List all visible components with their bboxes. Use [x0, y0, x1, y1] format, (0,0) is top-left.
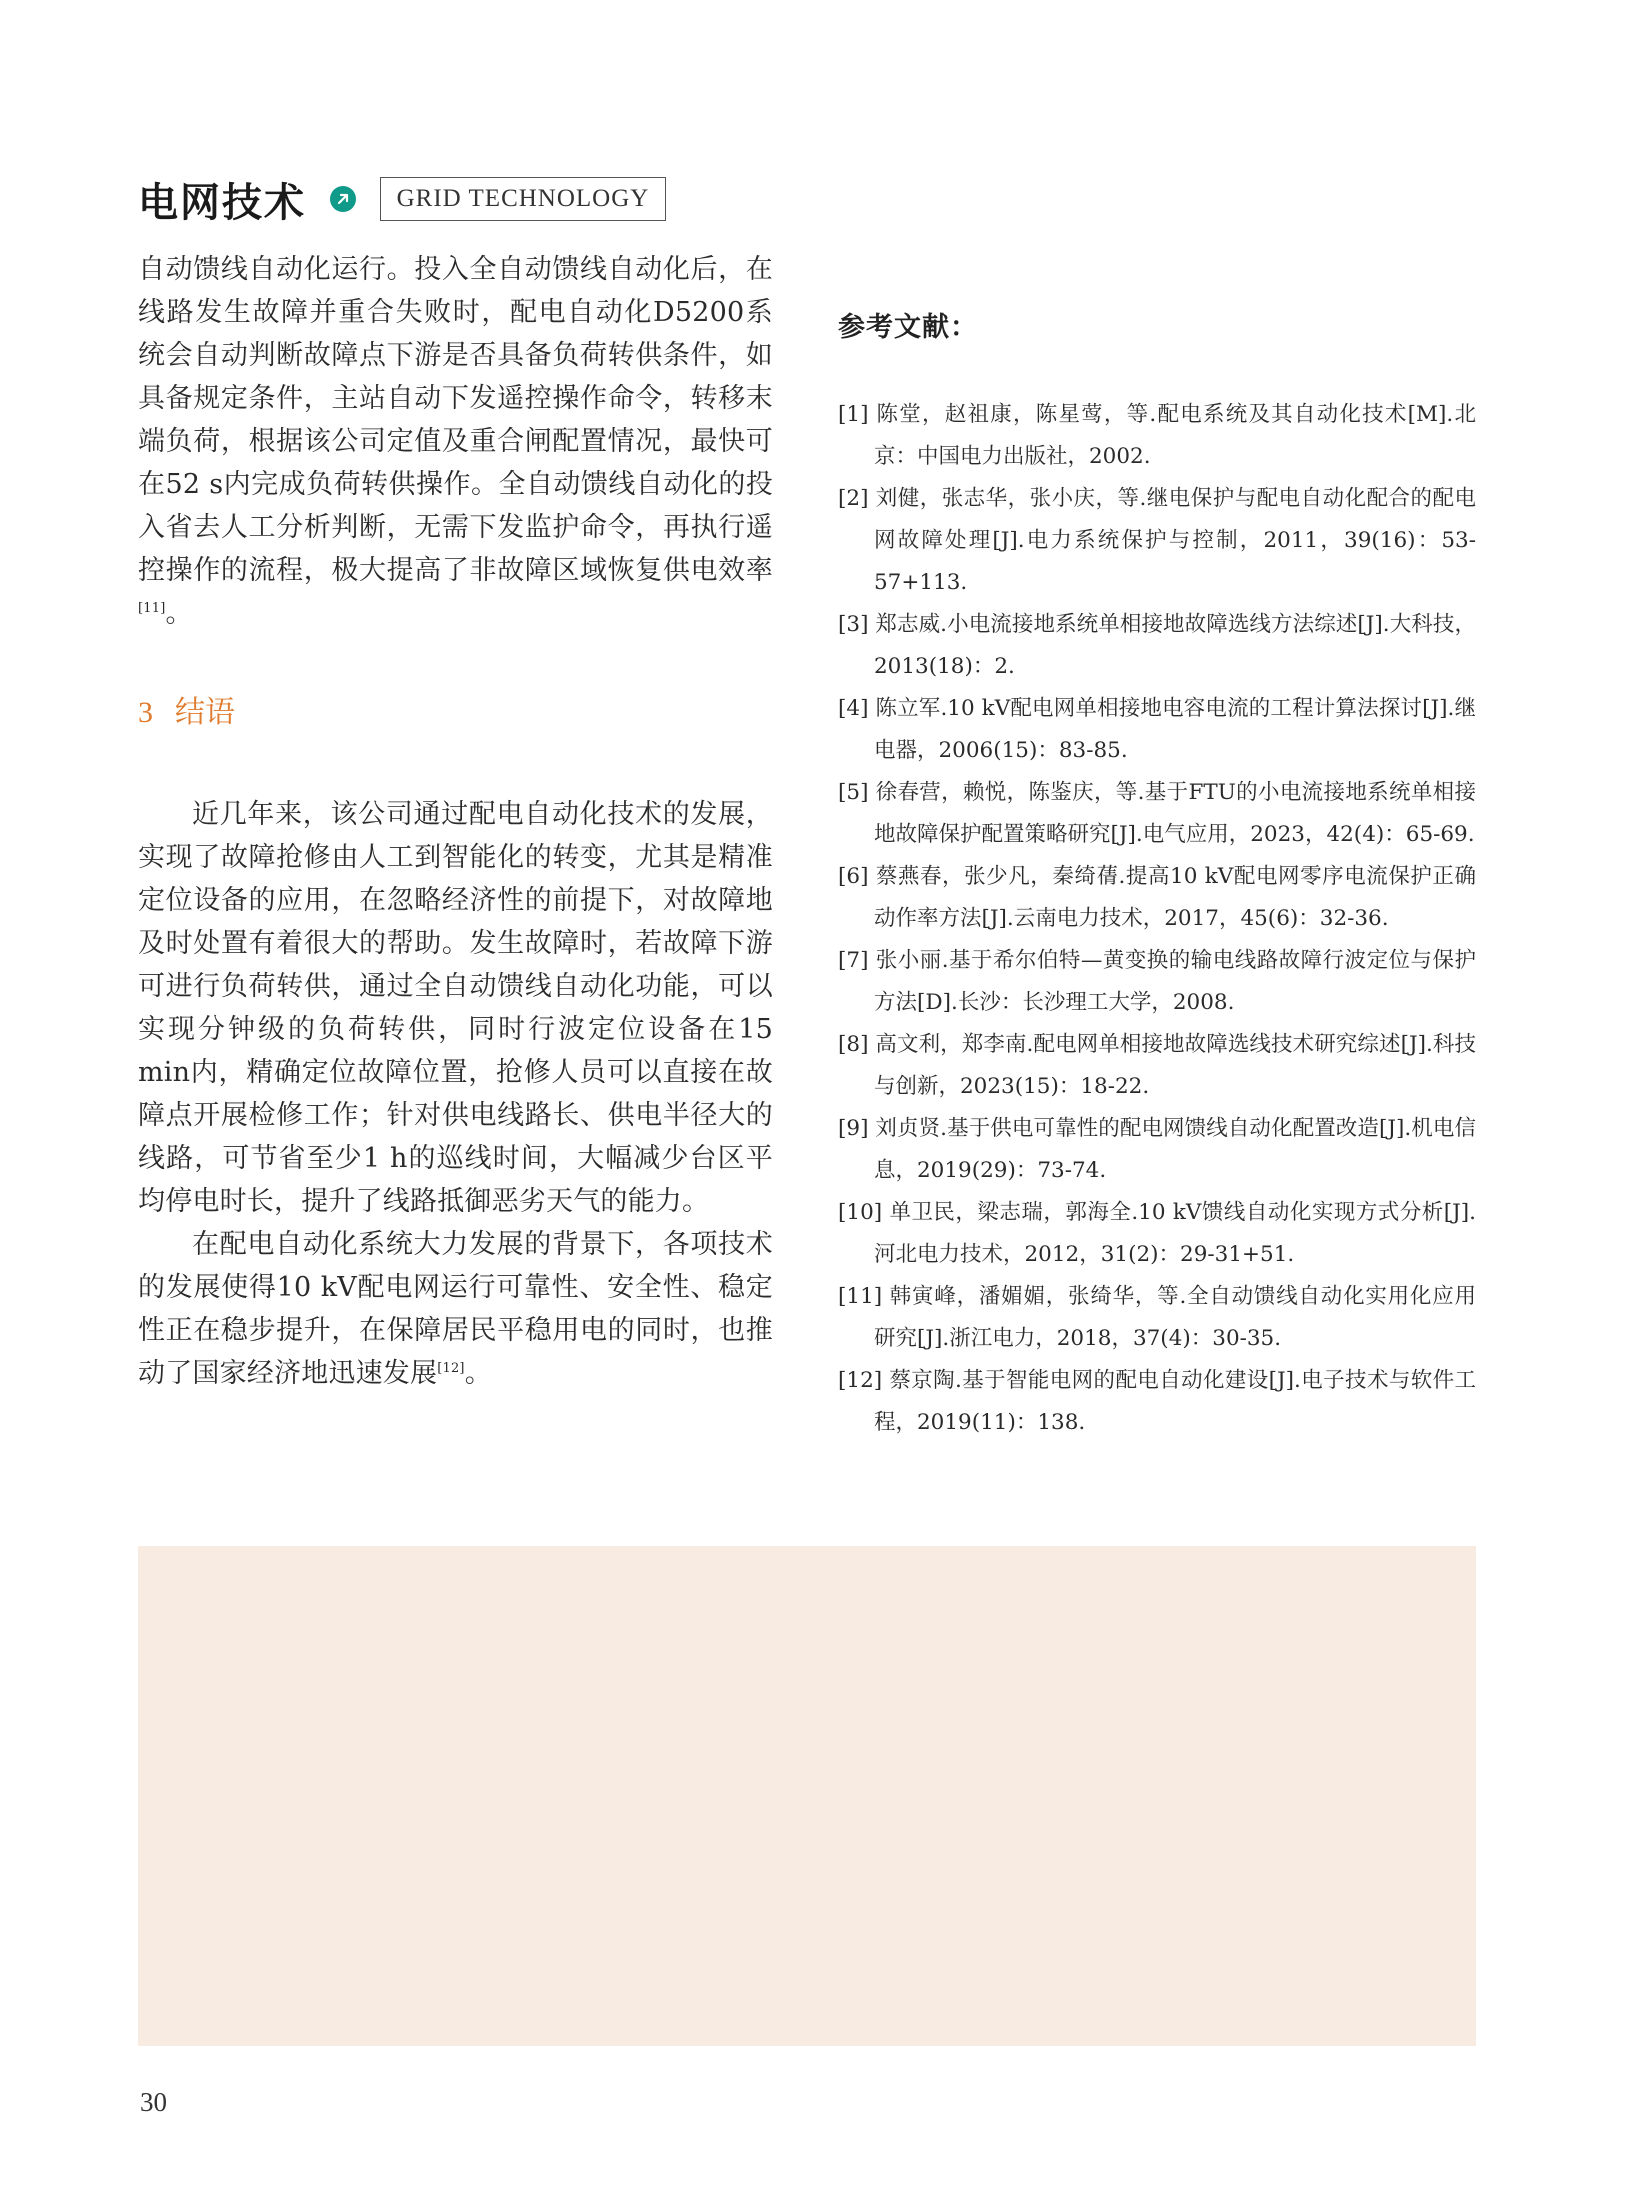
page-number: 30 — [140, 2087, 167, 2117]
section-heading — [138, 687, 773, 731]
reference-item: [4] 陈立军.10 kV配电网单相接地电容电流的工程计算法探讨[J].继电器，2006(15)：83-85. — [838, 696, 1476, 763]
header-title: 电网技术 — [138, 179, 306, 226]
paragraph-2-end: 。 — [464, 1358, 492, 1389]
reference-item: [12] 蔡京陶.基于智能电网的配电自动化建设[J].电子技术与软件工程，2019(11)：138. — [838, 1368, 1476, 1435]
conclusion-paragraph-1: 近几年来，该公司通过配电自动化技术的发展，实现了故障抢修由人工到智能化的转变，尤其是精准定位设备的应用，在忽略经济性的前提下，对故障地及时处置有着很大的帮助。发生故障时，若故障下游可进行负荷转供，通过全自动馈线自动化功能，可以实现分钟级的负荷转供，同时行波定位设备在15 min内，精确定位故障位置，抢修人员可以直接在故障点开展检修工作；针对供电线路长、供电半径大的线路，可节省至少1 h的巡线时间，大幅减少台区平均停电时长，提升了线路抵御恶劣天气的能力。 — [138, 799, 773, 1217]
reference-item: [8] 高文利，郑李南.配电网单相接地故障选线技术研究综述[J].科技与创新，2023(15)：18-22. — [838, 1032, 1476, 1099]
reference-item: [7] 张小丽.基于希尔伯特—黄变换的输电线路故障行波定位与保护方法[D].长沙：长沙理工大学，2008. — [838, 948, 1476, 1015]
reference-item: [6] 蔡燕春，张少凡，秦绮蒨.提高10 kV配电网零序电流保护正确动作率方法[J].云南电力技术，2017，45(6)：32-36. — [838, 864, 1476, 931]
intro-text: 自动馈线自动化运行。投入全自动馈线自动化后，在线路发生故障并重合失败时，配电自动化D5200系统会自动判断故障点下游是否具备负荷转供条件，如具备规定条件，主站自动下发遥控操作命令，转移末端负荷，根据该公司定值及重合闸配置情况，最快可在52 s内完成负荷转供操作。全自动馈线自动化的投入省去人工分析判断，无需下发监护命令，再执行遥控操作的流程，极大提高了非故障区域恢复供电效率 — [138, 254, 773, 586]
citation: [11] — [138, 601, 166, 616]
reference-item: [1] 陈堂，赵祖康，陈星莺，等.配电系统及其自动化技术[M].北京：中国电力出版社，2002. — [838, 402, 1476, 469]
conclusion-paragraph-2 — [138, 1223, 773, 1395]
references-title: 参考文献： — [838, 312, 978, 343]
reference-item: [3] 郑志威.小电流接地系统单相接地故障选线方法综述[J].大科技，2013(18)：2. — [838, 612, 1476, 679]
arrow-up-right-icon — [330, 186, 356, 212]
intro-end: 。 — [165, 598, 193, 629]
page-header — [138, 176, 666, 226]
citation: [12] — [437, 1361, 465, 1376]
left-column — [138, 248, 773, 1395]
header-subtitle: GRID TECHNOLOGY — [380, 177, 666, 221]
reference-item: [2] 刘健，张志华，张小庆，等.继电保护与配电自动化配合的配电网故障处理[J].电力系统保护与控制，2011，39(16)：53-57+113. — [838, 486, 1476, 595]
reference-item: [5] 徐春营，赖悦，陈鉴庆，等.基于FTU的小电流接地系统单相接地故障保护配置策略研究[J].电气应用，2023，42(4)：65-69. — [838, 780, 1476, 847]
section-title: 结语 — [175, 695, 235, 730]
paragraph-2-text: 在配电自动化系统大力发展的背景下，各项技术的发展使得10 kV配电网运行可靠性、安全性、稳定性正在稳步提升，在保障居民平稳用电的同时，也推动了国家经济地迅速发展 — [138, 1229, 773, 1389]
intro-paragraph — [138, 248, 773, 635]
reference-item: [10] 单卫民，梁志瑞，郭海全.10 kV馈线自动化实现方式分析[J].河北电力技术，2012，31(2)：29-31+51. — [838, 1200, 1476, 1267]
references-column — [838, 305, 1476, 1444]
references-list — [838, 394, 1476, 1444]
reference-item: [9] 刘贞贤.基于供电可靠性的配电网馈线自动化配置改造[J].机电信息，2019(29)：73-74. — [838, 1116, 1476, 1183]
reference-item: [11] 韩寅峰，潘媚媚，张绮华，等.全自动馈线自动化实用化应用研究[J].浙江电力，2018，37(4)：30-35. — [838, 1284, 1476, 1351]
section-number: 3 — [138, 696, 153, 729]
advertisement-placeholder-box — [138, 1546, 1476, 2046]
